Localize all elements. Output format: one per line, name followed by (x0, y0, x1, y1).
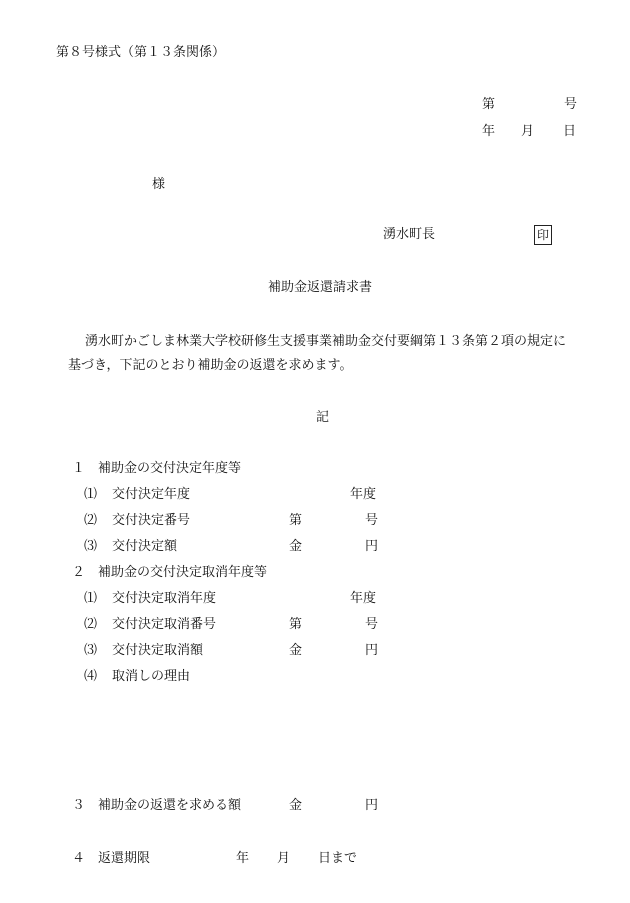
section1-item2-suffix: 号 (365, 513, 379, 528)
section2-item4-label: 取消しの理由 (112, 669, 191, 684)
section2-item1-label: 交付決定取消年度 (112, 591, 217, 606)
section2-item3-label: 交付決定取消額 (112, 643, 204, 658)
section1-item1-label: 交付決定年度 (112, 487, 191, 502)
section3-heading: ３ 補助金の返還を求める額 (72, 798, 242, 813)
section2-heading: ２ 補助金の交付決定取消年度等 (72, 565, 268, 580)
document-title: 補助金返還請求書 (268, 280, 373, 295)
section4-year: 年 (236, 851, 250, 866)
body-line-2: 基づき，下記のとおり補助金の返還を求めます。 (68, 358, 353, 373)
section1-item3-prefix: 金 (289, 539, 303, 554)
section2-item3-suffix: 円 (365, 643, 379, 658)
section2-item2-suffix: 号 (365, 617, 379, 632)
section1-item1-suffix: 年度 (350, 487, 377, 502)
section3-suffix: 円 (365, 798, 379, 813)
date-day-label: 日 (563, 124, 577, 139)
section2-item1-suffix: 年度 (350, 591, 377, 606)
section4-month: 月 (277, 851, 291, 866)
section3-prefix: 金 (289, 798, 303, 813)
issuer-name: 湧水町長 (383, 227, 436, 242)
section2-item2-prefix: 第 (289, 617, 303, 632)
section1-item3-suffix: 円 (365, 539, 379, 554)
section2-item3-prefix: 金 (289, 643, 303, 658)
section1-item2-num: ⑵ (84, 513, 98, 528)
date-year-label: 年 (482, 124, 496, 139)
section2-item2-label: 交付決定取消番号 (112, 617, 217, 632)
section1-heading: １ 補助金の交付決定年度等 (72, 461, 242, 476)
section4-heading: ４ 返還期限 (72, 851, 151, 866)
section2-item1-num: ⑴ (84, 591, 98, 606)
form-number: 第８号様式（第１３条関係） (56, 45, 226, 60)
section1-item2-prefix: 第 (289, 513, 303, 528)
section2-item2-num: ⑵ (84, 617, 98, 632)
date-month-label: 月 (521, 124, 535, 139)
section2-item3-num: ⑶ (84, 643, 98, 658)
section1-item2-label: 交付決定番号 (112, 513, 191, 528)
section2-item4-num: ⑷ (84, 669, 98, 684)
number-prefix: 第 (482, 97, 496, 112)
seal-mark: 印 (534, 225, 552, 245)
body-line-1: 湧水町かごしま林業大学校研修生支援事業補助金交付要綱第１３条第２項の規定に (85, 334, 567, 349)
section4-day-until: 日まで (318, 851, 358, 866)
body-paragraph (68, 330, 598, 378)
section1-item3-num: ⑶ (84, 539, 98, 554)
addressee-suffix: 様 (152, 177, 166, 192)
number-suffix: 号 (564, 97, 578, 112)
section1-item3-label: 交付決定額 (112, 539, 178, 554)
ki-note: 記 (316, 410, 330, 425)
section1-item1-num: ⑴ (84, 487, 98, 502)
